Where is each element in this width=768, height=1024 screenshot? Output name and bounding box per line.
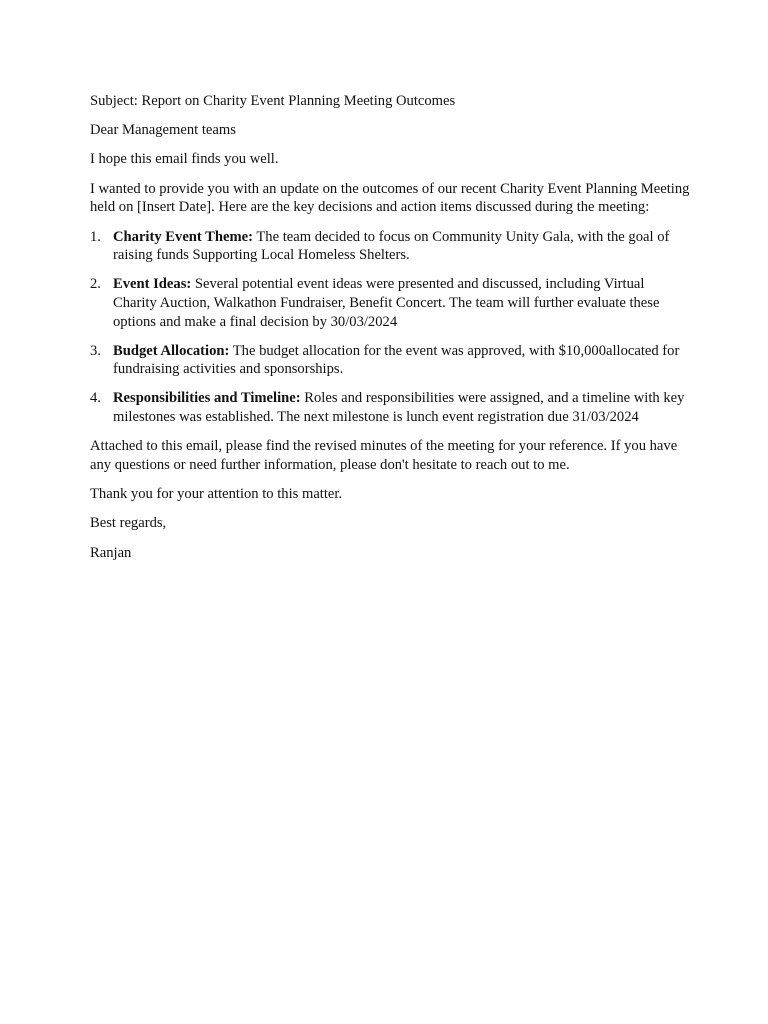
email-closing: Best regards, [90, 515, 167, 532]
list-item-text: The team decided to focus on Community Unity Gala, with the goal of raising funds Supporting Local Homeless Shelters. [113, 228, 670, 264]
email-document [90, 92, 690, 573]
list-item-term: Responsibilities and Timeline: [113, 390, 301, 407]
list-item-text: Several potential event ideas were presented and discussed, including Virtual Charity Auction, Walkathon Fundraiser, Benefit Concert. The team will further evaluate these options and make a final decision by 30/03/2024 [113, 276, 660, 330]
list-item [90, 275, 690, 331]
list-item-number: 4. [90, 390, 101, 407]
decision-list [90, 228, 690, 427]
email-opening: I hope this email finds you well. [90, 151, 279, 168]
list-item-number: 2. [90, 276, 101, 293]
email-attachment-note: Attached to this email, please find the revised minutes of the meeting for your reference. If you have any questions or need further information, please don't hesitate to reach out to me. [90, 438, 678, 473]
list-item-term: Event Ideas: [113, 276, 192, 293]
email-signature: Ranjan [90, 544, 132, 561]
email-intro: I wanted to provide you with an update on the outcomes of our recent Charity Event Planning Meeting held on [Insert Date]. Here are the key decisions and action items discussed during the meeting: [90, 180, 690, 216]
list-item [90, 342, 690, 379]
email-greeting: Dear Management teams [90, 121, 236, 138]
list-item-number: 3. [90, 342, 101, 359]
list-item [90, 389, 690, 426]
list-item-term: Budget Allocation: [113, 342, 230, 359]
list-item-term: Charity Event Theme: [113, 228, 253, 245]
email-subject: Subject: Report on Charity Event Planning Meeting Outcomes [90, 93, 456, 109]
list-item [90, 228, 690, 265]
list-item-text: Roles and responsibilities were assigned, and a timeline with key milestones was established. The next milestone is lunch event registration due 31/03/2024 [113, 390, 685, 425]
list-item-text: The budget allocation for the event was approved, with $10,000allocated for fundraising activities and sponsorships. [113, 342, 680, 378]
list-item-number: 1. [90, 228, 101, 245]
email-thanks: Thank you for your attention to this matter. [90, 486, 343, 503]
